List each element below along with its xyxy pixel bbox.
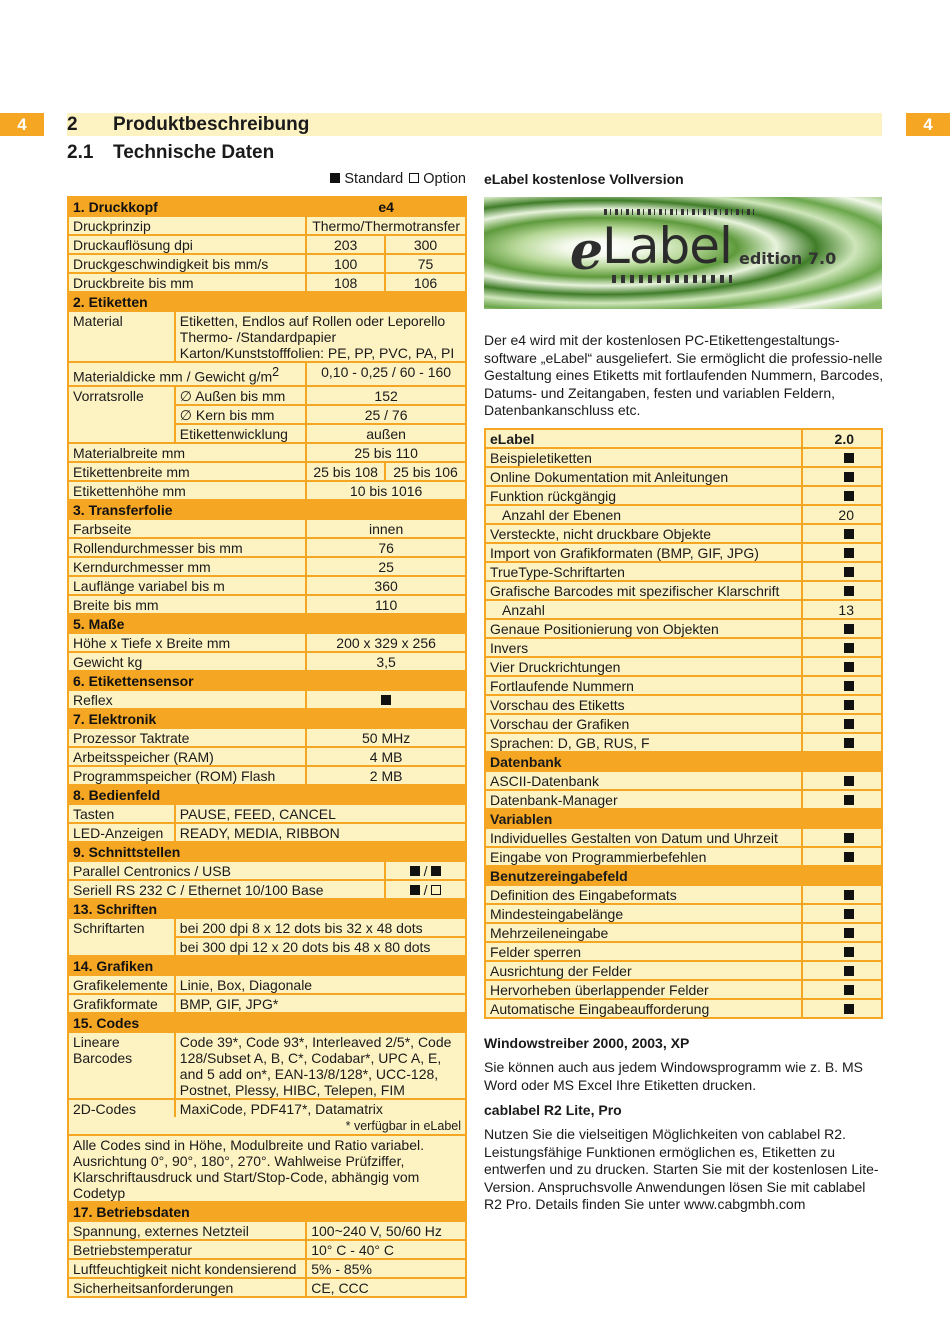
spec-label: Arbeitsspeicher (RAM) bbox=[68, 747, 306, 766]
cablabel-text: Nutzen Sie die vielseitigen Möglichkeiten von cablabel R2. Leistungsfähige Funktionen ermöglichen es, Etiketten zu entwerfen und zu drucken. Starten Sie mit der kostenlosen Lite-Version. Anspruchsvolle Anwendungen lösen Sie mit cablabel R2 Pro. Details finden Sie unter www.cabgmbh.com bbox=[484, 1126, 879, 1213]
feature-mark bbox=[802, 904, 882, 923]
feature-mark bbox=[802, 999, 882, 1018]
feature-mark bbox=[802, 885, 882, 904]
spec-value: 25 bis 106 bbox=[385, 462, 466, 481]
feature-mark bbox=[802, 961, 882, 980]
spec-value: 25 bbox=[306, 557, 466, 576]
model-name: e4 bbox=[306, 197, 466, 216]
spec-label: Parallel Centronics / USB bbox=[68, 861, 385, 880]
feature-item: Sprachen: D, GB, RUS, F bbox=[485, 733, 802, 752]
feature-group-header: Variablen bbox=[485, 809, 882, 828]
spec-value: 100 bbox=[306, 254, 385, 273]
feature-mark bbox=[802, 543, 882, 562]
codes-note: Alle Codes sind in Höhe, Modulbreite und Ratio variabel. Ausrichtung 0°, 90°, 180°, 270°. Wahlweise Prüfziffer, Klarschriftausdruck und Start/Stop-Code, abhängig vom Codetyp bbox=[68, 1135, 466, 1202]
spec-value bbox=[175, 311, 466, 362]
spec-value: 300 bbox=[385, 235, 466, 254]
spec-label: Farbseite bbox=[68, 519, 306, 538]
spec-label: Druckprinzip bbox=[68, 216, 306, 235]
superscript: 2 bbox=[272, 365, 280, 379]
spec-value: 3,5 bbox=[306, 652, 466, 671]
spec-label: Sicherheitsanforderungen bbox=[68, 1278, 306, 1297]
spec-value: BMP, GIF, JPG* bbox=[175, 994, 466, 1013]
spec-value: bei 300 dpi 12 x 20 dots bis 48 x 80 dots bbox=[175, 937, 466, 956]
spec-value: 110 bbox=[306, 595, 466, 614]
banner-bars bbox=[612, 275, 732, 283]
section-header: 6. Etikettensensor bbox=[68, 671, 466, 690]
feature-table-version: 2.0 bbox=[802, 429, 882, 448]
spec-label: Materialbreite mm bbox=[68, 443, 306, 462]
standard-mark-icon bbox=[844, 453, 854, 463]
banner-edition: edition 7.0 bbox=[739, 249, 837, 268]
spec-label: Vorratsrolle bbox=[68, 386, 175, 443]
material-line: Karton/Kunststofffolien: PE, PP, PVC, PA, PI bbox=[179, 345, 455, 361]
spec-value: READY, MEDIA, RIBBON bbox=[175, 823, 466, 842]
section-header: 2. Etiketten bbox=[68, 292, 466, 311]
standard-mark-icon bbox=[844, 833, 854, 843]
elabel-intro: Der e4 wird mit der kostenlosen PC-Etikettengestaltungs-software „eLabel“ ausgeliefert. Sie ermöglicht die professio-nelle Gestaltung eines Etiketts mit fortlaufenden Nummern, Barcodes, Datums- und Zeitangaben, festen und variablen Feldern, Datenbankanschluss etc. bbox=[484, 332, 884, 419]
feature-item: Vorschau des Etiketts bbox=[485, 695, 802, 714]
spec-value: 10 bis 1016 bbox=[306, 481, 466, 500]
spec-label: Gewicht kg bbox=[68, 652, 306, 671]
spec-label: Druckauflösung dpi bbox=[68, 235, 306, 254]
feature-item: Hervorheben überlappender Felder bbox=[485, 980, 802, 999]
banner-stripes bbox=[604, 209, 754, 215]
spec-value: 100~240 V, 50/60 Hz bbox=[306, 1221, 466, 1240]
spec-value: 76 bbox=[306, 538, 466, 557]
feature-mark bbox=[802, 524, 882, 543]
standard-mark-icon bbox=[844, 529, 854, 539]
feature-table-title: eLabel bbox=[485, 429, 802, 448]
feature-item: Datenbank-Manager bbox=[485, 790, 802, 809]
spec-label: Lauflänge variabel bis m bbox=[68, 576, 306, 595]
legend bbox=[300, 170, 466, 188]
standard-mark-icon bbox=[844, 491, 854, 501]
feature-mark bbox=[802, 676, 882, 695]
spec-label: Etikettenbreite mm bbox=[68, 462, 306, 481]
section-header: 15. Codes bbox=[68, 1013, 466, 1032]
standard-mark-icon bbox=[844, 852, 854, 862]
spec-label: Grafikelemente bbox=[68, 975, 175, 994]
section-header: 5. Maße bbox=[68, 614, 466, 633]
feature-mark bbox=[802, 467, 882, 486]
spec-value: / bbox=[385, 880, 466, 899]
feature-item: TrueType-Schriftarten bbox=[485, 562, 802, 581]
standard-mark-icon bbox=[844, 966, 854, 976]
windows-driver-text: Sie können auch aus jedem Windowsprogramm wie z. B. MS Word oder MS Excel Ihre Etiketten drucken. bbox=[484, 1059, 863, 1093]
spec-value: 108 bbox=[306, 273, 385, 292]
spec-value: 4 MB bbox=[306, 747, 466, 766]
spec-value: 50 MHz bbox=[306, 728, 466, 747]
spec-value: 25 bis 108 bbox=[306, 462, 385, 481]
standard-mark-icon bbox=[844, 472, 854, 482]
spec-label: Lineare Barcodes bbox=[68, 1032, 175, 1099]
standard-mark-icon bbox=[381, 695, 391, 705]
spec-label: Seriell RS 232 C / Ethernet 10/100 Base bbox=[68, 880, 385, 899]
spec-value: 200 x 329 x 256 bbox=[306, 633, 466, 652]
feature-mark bbox=[802, 733, 882, 752]
standard-mark-icon bbox=[844, 776, 854, 786]
spec-label: Kerndurchmesser mm bbox=[68, 557, 306, 576]
page-number-right: 4 bbox=[906, 113, 950, 136]
standard-mark-icon bbox=[844, 947, 854, 957]
feature-mark bbox=[802, 923, 882, 942]
spec-label: Prozessor Taktrate bbox=[68, 728, 306, 747]
standard-mark-icon bbox=[844, 909, 854, 919]
spec-value: MaxiCode, PDF417*, Datamatrix bbox=[175, 1099, 466, 1117]
spec-value bbox=[306, 690, 466, 709]
spec-label: Rollendurchmesser bis mm bbox=[68, 538, 306, 557]
spec-value: 2 MB bbox=[306, 766, 466, 785]
section-header: 3. Transferfolie bbox=[68, 500, 466, 519]
spec-label bbox=[68, 362, 306, 386]
section-title: Technische Daten bbox=[113, 142, 275, 163]
feature-item: Automatische Eingabeaufforderung bbox=[485, 999, 802, 1018]
standard-mark-icon bbox=[844, 719, 854, 729]
feature-mark bbox=[802, 562, 882, 581]
feature-mark bbox=[802, 448, 882, 467]
feature-group-header: Benutzereingabefeld bbox=[485, 866, 882, 885]
spec-label: Luftfeuchtigkeit nicht kondensierend bbox=[68, 1259, 306, 1278]
feature-mark bbox=[802, 581, 882, 600]
section-header: 17. Betriebsdaten bbox=[68, 1202, 466, 1221]
feature-mark bbox=[802, 486, 882, 505]
spec-value: Code 39*, Code 93*, Interleaved 2/5*, Code 128/Subset A, B, C*, Codabar*, UPC A, E, and 5 add on*, EAN-13/8/128*, UCC-128, Postnet, Plessy, HIBC, Telepen, FIM bbox=[175, 1032, 466, 1099]
feature-item: Ausrichtung der Felder bbox=[485, 961, 802, 980]
standard-mark-icon bbox=[844, 890, 854, 900]
feature-item: Versteckte, nicht druckbare Objekte bbox=[485, 524, 802, 543]
section-header: 8. Bedienfeld bbox=[68, 785, 466, 804]
feature-mark bbox=[802, 828, 882, 847]
standard-mark-icon bbox=[844, 624, 854, 634]
legend-standard: Standard bbox=[344, 171, 404, 187]
material-line: Thermo- /Standardpapier bbox=[179, 329, 337, 345]
spec-value: 203 bbox=[306, 235, 385, 254]
elabel-feature-table bbox=[484, 428, 883, 1019]
feature-item: Funktion rückgängig bbox=[485, 486, 802, 505]
spec-value: 360 bbox=[306, 576, 466, 595]
feature-item: Invers bbox=[485, 638, 802, 657]
banner-logo-e: e bbox=[570, 221, 604, 282]
feature-mark bbox=[802, 980, 882, 999]
standard-mark-icon bbox=[844, 738, 854, 748]
feature-item: Import von Grafikformaten (BMP, GIF, JPG) bbox=[485, 543, 802, 562]
spec-label: Schriftarten bbox=[68, 918, 175, 956]
spec-value: 106 bbox=[385, 273, 466, 292]
feature-item: Mindesteingabelänge bbox=[485, 904, 802, 923]
spec-value: bei 200 dpi 8 x 12 dots bis 32 x 48 dots bbox=[175, 918, 466, 937]
standard-mark-icon bbox=[330, 173, 340, 183]
chapter-title: Produktbeschreibung bbox=[113, 114, 310, 135]
spec-label: Material bbox=[68, 311, 175, 362]
spec-value: innen bbox=[306, 519, 466, 538]
feature-mark bbox=[802, 695, 882, 714]
feature-item: Grafische Barcodes mit spezifischer Klarschrift bbox=[485, 581, 802, 600]
standard-mark-icon bbox=[431, 866, 441, 876]
spec-label: Grafikformate bbox=[68, 994, 175, 1013]
standard-mark-icon bbox=[844, 586, 854, 596]
spec-value: 152 bbox=[306, 386, 466, 405]
section-header: 14. Grafiken bbox=[68, 956, 466, 975]
feature-item: ASCII-Datenbank bbox=[485, 771, 802, 790]
spec-label: Höhe x Tiefe x Breite mm bbox=[68, 633, 306, 652]
standard-mark-icon bbox=[410, 885, 420, 895]
standard-mark-icon bbox=[844, 795, 854, 805]
section-header: 1. Druckkopf bbox=[68, 197, 306, 216]
spec-value: PAUSE, FEED, CANCEL bbox=[175, 804, 466, 823]
tech-spec-table bbox=[67, 196, 467, 1298]
spec-value: 10° C - 40° C bbox=[306, 1240, 466, 1259]
standard-mark-icon bbox=[844, 548, 854, 558]
feature-group-header: Datenbank bbox=[485, 752, 882, 771]
footnote: * verfügbar in eLabel bbox=[68, 1117, 466, 1135]
cablabel-heading: cablabel R2 Lite, Pro bbox=[484, 1102, 622, 1118]
option-mark-icon bbox=[409, 173, 419, 183]
feature-item: Genaue Positionierung von Objekten bbox=[485, 619, 802, 638]
feature-item: Eingabe von Programmierbefehlen bbox=[485, 847, 802, 866]
feature-item: Anzahl der Ebenen bbox=[485, 505, 802, 524]
spec-label-text: Materialdicke mm / Gewicht g/m bbox=[73, 368, 273, 385]
standard-mark-icon bbox=[410, 866, 420, 876]
feature-mark bbox=[802, 847, 882, 866]
spec-label: Druckgeschwindigkeit bis mm/s bbox=[68, 254, 306, 273]
spec-label: Tasten bbox=[68, 804, 175, 823]
feature-item: Vier Druckrichtungen bbox=[485, 657, 802, 676]
spec-label: Reflex bbox=[68, 690, 306, 709]
spec-value: Thermo/Thermotransfer bbox=[306, 216, 466, 235]
spec-label: Druckbreite bis mm bbox=[68, 273, 306, 292]
feature-mark bbox=[802, 619, 882, 638]
feature-mark bbox=[802, 638, 882, 657]
spec-label: Betriebstemperatur bbox=[68, 1240, 306, 1259]
section-header: 13. Schriften bbox=[68, 899, 466, 918]
spec-sublabel: ∅ Kern bis mm bbox=[175, 405, 306, 424]
feature-item: Felder sperren bbox=[485, 942, 802, 961]
feature-mark bbox=[802, 790, 882, 809]
spec-value: / bbox=[385, 861, 466, 880]
standard-mark-icon bbox=[844, 1004, 854, 1014]
spec-label: Spannung, externes Netzteil bbox=[68, 1221, 306, 1240]
section-header: 9. Schnittstellen bbox=[68, 842, 466, 861]
standard-mark-icon bbox=[844, 985, 854, 995]
windows-driver-heading: Windowstreiber 2000, 2003, XP bbox=[484, 1035, 690, 1051]
section-number: 2.1 bbox=[67, 142, 94, 163]
feature-item: Anzahl bbox=[485, 600, 802, 619]
standard-mark-icon bbox=[844, 643, 854, 653]
standard-mark-icon bbox=[844, 681, 854, 691]
option-mark-icon bbox=[431, 885, 441, 895]
spec-value: Linie, Box, Diagonale bbox=[175, 975, 466, 994]
banner-logo-label: Label bbox=[602, 217, 732, 275]
feature-value: 13 bbox=[802, 600, 882, 619]
spec-value: 5% - 85% bbox=[306, 1259, 466, 1278]
elabel-heading: eLabel kostenlose Vollversion bbox=[484, 171, 684, 187]
standard-mark-icon bbox=[844, 700, 854, 710]
chapter-number: 2 bbox=[67, 114, 78, 135]
feature-mark bbox=[802, 942, 882, 961]
feature-mark bbox=[802, 771, 882, 790]
spec-value: 75 bbox=[385, 254, 466, 273]
feature-item: Individuelles Gestalten von Datum und Uhrzeit bbox=[485, 828, 802, 847]
spec-label: 2D-Codes bbox=[68, 1099, 175, 1117]
section-header: 7. Elektronik bbox=[68, 709, 466, 728]
spec-sublabel: ∅ Außen bis mm bbox=[175, 386, 306, 405]
spec-value: CE, CCC bbox=[306, 1278, 466, 1297]
feature-value: 20 bbox=[802, 505, 882, 524]
spec-value: außen bbox=[306, 424, 466, 443]
standard-mark-icon bbox=[844, 928, 854, 938]
spec-sublabel: Etikettenwicklung bbox=[175, 424, 306, 443]
standard-mark-icon bbox=[844, 567, 854, 577]
spec-label: Breite bis mm bbox=[68, 595, 306, 614]
feature-mark bbox=[802, 657, 882, 676]
feature-item: Mehrzeileneingabe bbox=[485, 923, 802, 942]
feature-item: Definition des Eingabeformats bbox=[485, 885, 802, 904]
spec-value: 25 / 76 bbox=[306, 405, 466, 424]
spec-value: 0,10 - 0,25 / 60 - 160 bbox=[306, 362, 466, 386]
page-number-left: 4 bbox=[0, 113, 44, 136]
feature-item: Vorschau der Grafiken bbox=[485, 714, 802, 733]
spec-value: 25 bis 110 bbox=[306, 443, 466, 462]
standard-mark-icon bbox=[844, 662, 854, 672]
elabel-banner-image bbox=[484, 197, 882, 309]
feature-mark bbox=[802, 714, 882, 733]
spec-label: LED-Anzeigen bbox=[68, 823, 175, 842]
feature-item: Beispieletiketten bbox=[485, 448, 802, 467]
material-line: Etiketten, Endlos auf Rollen oder Leporello bbox=[179, 313, 446, 329]
spec-label: Etikettenhöhe mm bbox=[68, 481, 306, 500]
spec-label: Programmspeicher (ROM) Flash bbox=[68, 766, 306, 785]
feature-item: Online Dokumentation mit Anleitungen bbox=[485, 467, 802, 486]
feature-item: Fortlaufende Nummern bbox=[485, 676, 802, 695]
legend-option: Option bbox=[423, 171, 466, 187]
